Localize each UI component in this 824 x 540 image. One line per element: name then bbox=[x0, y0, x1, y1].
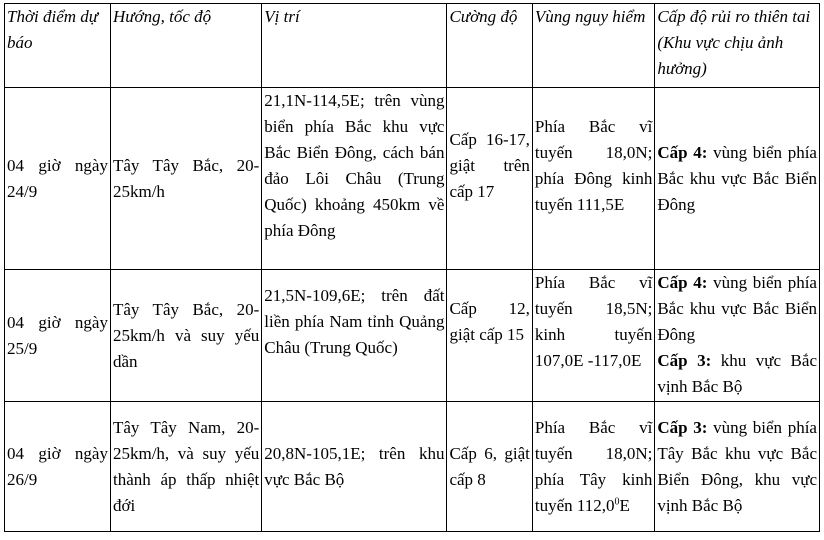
cell-intensity: Cấp 12, giật cấp 15 bbox=[447, 270, 532, 402]
cell-direction: Tây Tây Bắc, 20-25km/h bbox=[110, 88, 261, 270]
table-row bbox=[5, 402, 820, 532]
risk-entry bbox=[657, 270, 817, 348]
cell-position: 21,5N-109,6E; trên đất liền phía Nam tỉnh Quảng Châu (Trung Quốc) bbox=[262, 270, 447, 402]
risk-area: vùng biển phía Bắc khu vực Bắc Biển Đông bbox=[657, 143, 817, 214]
risk-level: Cấp 4: bbox=[657, 143, 708, 162]
header-forecast-time: Thời điểm dự báo bbox=[5, 4, 111, 88]
risk-level: Cấp 3: bbox=[657, 417, 708, 437]
risk-area: vùng biển phía Tây Bắc khu vực Bắc Biển Đông, khu vực vịnh Bắc Bộ bbox=[657, 417, 817, 515]
cell-danger-zone: Phía Bắc vĩ tuyến 18,0N; phía Đông kinh tuyến 111,5E bbox=[532, 88, 654, 270]
risk-entry bbox=[657, 140, 817, 218]
risk-level: Cấp 3: bbox=[657, 351, 712, 370]
risk-area: vùng biển phía Bắc khu vực Bắc Biển Đông bbox=[657, 273, 817, 344]
risk-area: khu vực Bắc vịnh Bắc Bộ bbox=[657, 351, 817, 396]
cell-intensity: Cấp 16-17, giật trên cấp 17 bbox=[447, 88, 532, 270]
header-danger-zone: Vùng nguy hiểm bbox=[532, 4, 654, 88]
cell-time: 04 giờ ngày 25/9 bbox=[5, 270, 111, 402]
cell-intensity: Cấp 6, giật cấp 8 bbox=[447, 402, 532, 532]
header-risk-level: Cấp độ rủi ro thiên tai (Khu vực chịu ảnh hưởng) bbox=[655, 4, 820, 88]
header-direction-speed: Hướng, tốc độ bbox=[110, 4, 261, 88]
danger-zone-text: Phía Bắc vĩ tuyến 18,0N; phía Tây kinh tuyến 112,0 bbox=[534, 417, 653, 515]
storm-forecast-table bbox=[4, 3, 820, 532]
cell-position: 21,1N-114,5E; trên vùng biển phía Bắc khu vực Bắc Biển Đông, cách bán đảo Lôi Châu (Trung Quốc) khoảng 450km về phía Đông bbox=[262, 88, 447, 270]
danger-zone-suffix: E bbox=[619, 495, 630, 515]
header-intensity: Cường độ bbox=[447, 4, 532, 88]
table-row bbox=[5, 88, 820, 270]
risk-entry bbox=[657, 348, 817, 400]
forecast-table-container bbox=[4, 3, 820, 532]
cell-time: 04 giờ ngày 24/9 bbox=[5, 88, 111, 270]
cell-time: 04 giờ ngày 26/9 bbox=[5, 402, 111, 532]
risk-entry bbox=[657, 415, 817, 519]
degree-superscript: 0 bbox=[614, 495, 620, 507]
cell-direction: Tây Tây Nam, 20-25km/h, và suy yếu thành áp thấp nhiệt đới bbox=[110, 402, 261, 532]
cell-position: 20,8N-105,1E; trên khu vực Bắc Bộ bbox=[262, 402, 447, 532]
cell-direction: Tây Tây Bắc, 20-25km/h và suy yếu dần bbox=[110, 270, 261, 402]
table-header-row bbox=[5, 4, 820, 88]
table-row bbox=[5, 270, 820, 402]
cell-danger-zone bbox=[532, 402, 654, 532]
cell-danger-zone: Phía Bắc vĩ tuyến 18,5N; kinh tuyến 107,0E -117,0E bbox=[532, 270, 654, 402]
header-position: Vị trí bbox=[262, 4, 447, 88]
cell-risk bbox=[655, 88, 820, 270]
cell-risk bbox=[655, 402, 820, 532]
risk-level: Cấp 4: bbox=[657, 273, 708, 292]
cell-risk bbox=[655, 270, 820, 402]
